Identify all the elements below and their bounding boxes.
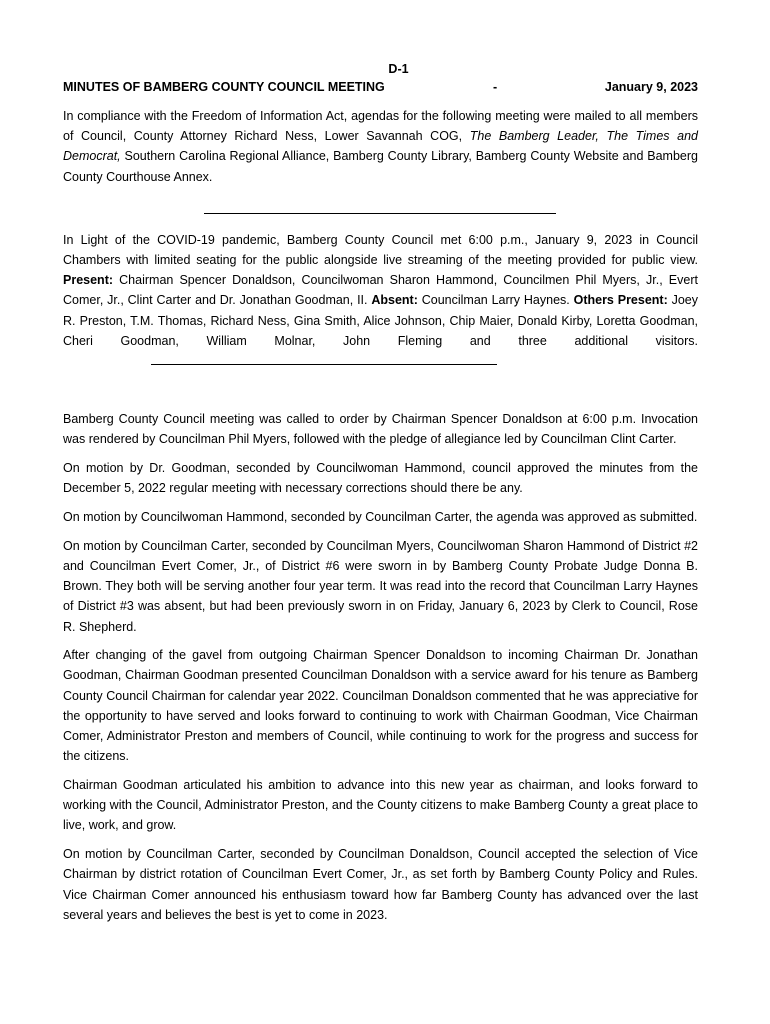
swearing-in-paragraph: On motion by Councilman Carter, seconded by Councilman Myers, Councilwoman Sharon Hammond of District #2 and Councilman Evert Comer, Jr., of District #6 were sworn in by Bamberg County Probate Judge Donna B. Brown. They both will be serving another four year term. It was read into the record that Councilman Larry Haynes of District #3 was absent, but had been previously sworn in on Friday, January 6, 2023 by Clerk to Council, Rose R. Shepherd. <box>63 538 698 634</box>
attendance-divider <box>151 363 497 365</box>
document-id: D-1 <box>388 62 409 76</box>
attendance-intro: In Light of the COVID-19 pandemic, Bamberg County Council met 6:00 p.m., January 9, 2023 in Council Chambers with limited seating for the public alongside live streaming of the meeting provided for public view. <box>63 232 698 268</box>
absent-label: Absent: <box>371 293 418 308</box>
gavel-change-paragraph: After changing of the gavel from outgoing Chairman Spencer Donaldson to incoming Chairman Dr. Jonathan Goodman, Chairman Goodman presented Councilman Donaldson with a service award for his tenure as Bamberg County Council Chairman for calendar year 2022. Councilman Donaldson commented that he was appreciative for the opportunity to have served and looks forward to continuing to work with Chairman Goodman, Vice Chairman Comer, Administrator Preston and members of Council, while continuing to work for the progress and success for the citizens. <box>63 648 698 764</box>
present-label: Present: <box>63 273 114 288</box>
minutes-approval-paragraph: On motion by Dr. Goodman, seconded by Councilwoman Hammond, council approved the minutes from the December 5, 2022 regular meeting with necessary corrections should there be any. <box>63 461 698 496</box>
section-divider <box>204 213 556 214</box>
document-page <box>63 60 698 925</box>
meeting-title: MINUTES OF BAMBERG COUNTY COUNCIL MEETING <box>63 80 385 94</box>
present-list: Chairman Spencer Donaldson, Councilwoman Sharon Hammond, Councilmen Phil Myers, Jr., Evert Comer, Jr., Clint Carter and Dr. Jonathan Goodman, II. <box>63 273 698 308</box>
title-row <box>63 78 698 96</box>
vice-chairman-paragraph: On motion by Councilman Carter, seconded by Councilman Donaldson, Council accepted the selection of Vice Chairman by district rotation of Councilman Evert Comer, Jr., as set forth by Bamberg County Policy and Rules. Vice Chairman Comer announced his enthusiasm toward how far Bamberg County has advanced over the last several years and believes the best is yet to come in 2023. <box>63 847 698 922</box>
absent-list: Councilman Larry Haynes. <box>417 293 574 308</box>
foia-text-part2: Southern Carolina Regional Alliance, Bamberg County Library, Bamberg County Website and Bamberg County Courthouse Annex. <box>63 149 698 184</box>
title-separator: - <box>493 80 498 94</box>
attendance-paragraph <box>63 230 698 371</box>
call-to-order-paragraph: Bamberg County Council meeting was called to order by Chairman Spencer Donaldson at 6:00 p.m. Invocation was rendered by Councilman Phil Myers, followed with the pledge of allegiance led by Councilman Clint Carter. <box>63 412 698 447</box>
foia-text-part1: In compliance with the Freedom of Information Act, agendas for the following meeting were mailed to all members of Council, County Attorney Richard Ness, Lower Savannah COG, <box>63 109 698 144</box>
agenda-approval-paragraph: On motion by Councilwoman Hammond, seconded by Councilman Carter, the agenda was approved as submitted. <box>63 510 698 525</box>
others-present-list: Joey R. Preston, T.M. Thomas, Richard Ness, Gina Smith, Alice Johnson, Chip Maier, Donald Kirby, Loretta Goodman, Cheri Goodman, William Molnar, John Fleming and three additional visitors. <box>63 293 698 348</box>
foia-paragraph <box>63 106 698 187</box>
chairman-remarks-paragraph: Chairman Goodman articulated his ambition to advance into this new year as chairman, and looks forward to working with the Council, Administrator Preston, and the County citizens to make Bamberg County a great place to live, work, and grow. <box>63 777 698 833</box>
others-present-label: Others Present: <box>573 293 668 308</box>
newspaper-names: The Bamberg Leader, The Times and Democrat, <box>63 129 698 164</box>
meeting-date: January 9, 2023 <box>604 80 698 94</box>
